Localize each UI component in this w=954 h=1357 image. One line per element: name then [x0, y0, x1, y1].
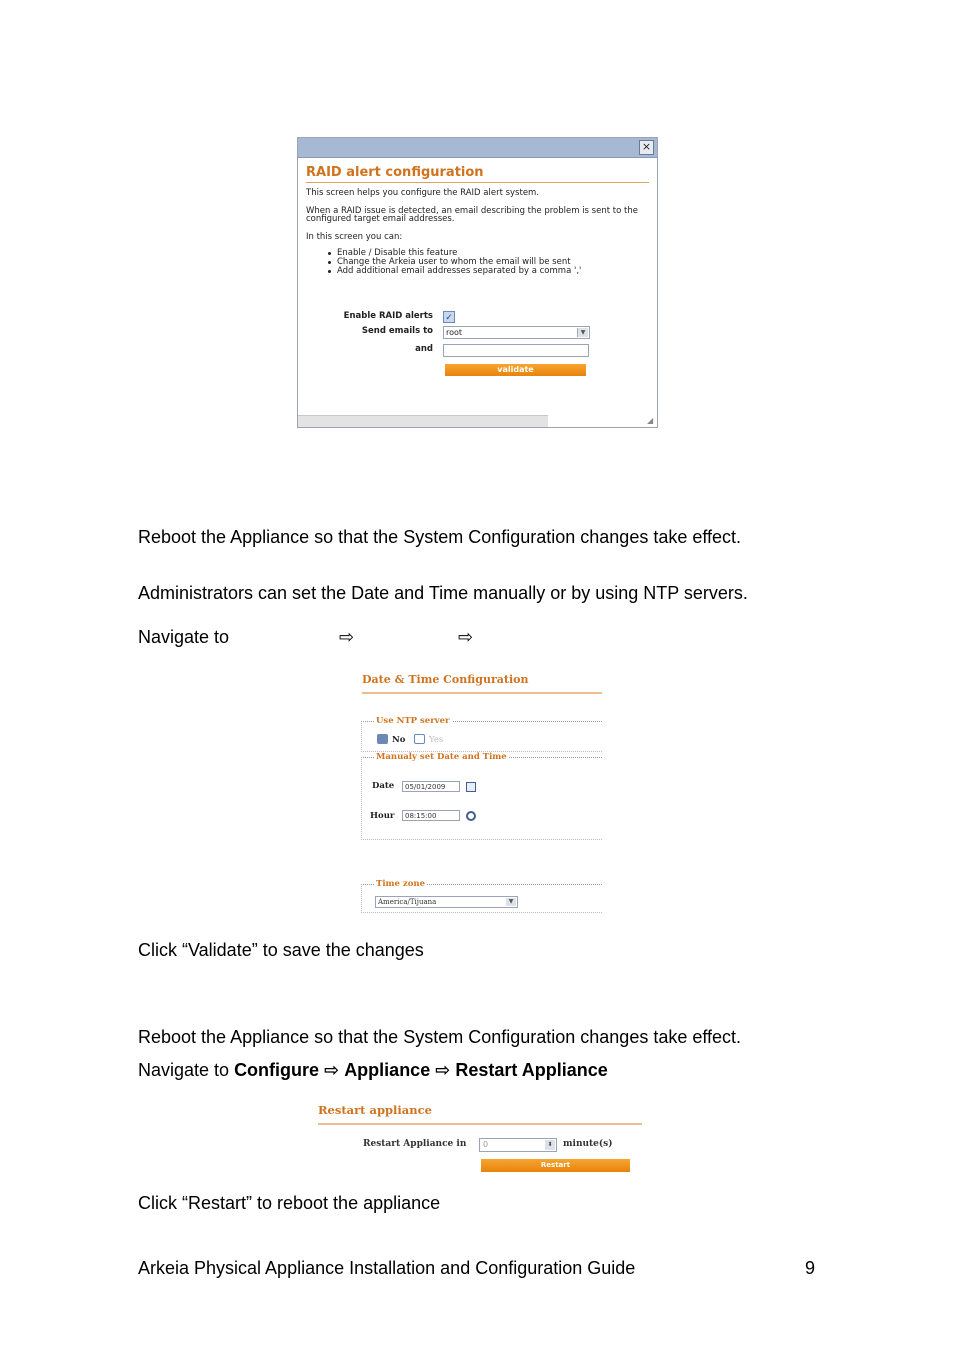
- navigate-paragraph-2: [138, 1059, 608, 1081]
- restart-minutes-stepper[interactable]: [479, 1138, 557, 1152]
- click-restart-paragraph: Click “Restart” to reboot the appliance: [138, 1193, 441, 1213]
- date-label: Date: [372, 781, 395, 791]
- and-label: and: [415, 344, 433, 354]
- checkmark-icon: ✓: [445, 312, 453, 322]
- horizontal-scrollbar[interactable]: [298, 415, 548, 427]
- raid-feature-list: [328, 249, 581, 275]
- ntp-no-label: No: [392, 735, 406, 745]
- enable-raid-alerts-label: Enable RAID alerts: [343, 311, 433, 321]
- send-emails-to-label: Send emails to: [361, 326, 433, 336]
- navigate-paragraph-1: [138, 626, 474, 648]
- click-validate-paragraph: Click “Validate” to save the changes: [138, 940, 424, 960]
- restart-in-label: Restart Appliance in: [363, 1139, 467, 1149]
- page-number: 9: [805, 1258, 816, 1278]
- date-time-title: Date & Time Configuration: [362, 673, 529, 686]
- timezone-legend: Time zone: [376, 879, 425, 889]
- ntp-no-radio[interactable]: [377, 734, 388, 744]
- title-divider: [306, 182, 649, 183]
- nav-configure: Configure: [234, 1060, 320, 1080]
- restart-title: Restart appliance: [318, 1103, 432, 1117]
- restart-button[interactable]: Restart: [481, 1159, 630, 1172]
- raid-dialog-title: RAID alert configuration: [306, 165, 484, 180]
- timezone-select[interactable]: [375, 896, 518, 908]
- date-input[interactable]: 05/01/2009: [402, 781, 460, 792]
- ntp-yes-label: Yes: [429, 735, 444, 745]
- ntp-yes-radio[interactable]: [414, 734, 425, 744]
- arrow-right-icon: ⇨: [324, 1060, 340, 1080]
- manual-legend: Manualy set Date and Time: [376, 752, 507, 762]
- enable-raid-alerts-checkbox[interactable]: [443, 311, 455, 323]
- timezone-value: America/Tijuana: [378, 898, 437, 906]
- send-emails-to-select[interactable]: [443, 326, 590, 339]
- raid-desc-line-1: When a RAID issue is detected, an email describing the problem is sent to the: [306, 206, 638, 216]
- hour-input[interactable]: 08:15:00: [402, 810, 460, 821]
- restart-minutes-value: 0: [483, 1140, 489, 1149]
- chevron-down-icon[interactable]: ▼: [506, 898, 516, 906]
- minutes-unit-label: minute(s): [563, 1139, 613, 1149]
- arrow-right-icon: ⇨: [458, 627, 474, 647]
- admins-paragraph: Administrators can set the Date and Time manually or by using NTP servers.: [138, 583, 748, 603]
- title-divider: [318, 1123, 642, 1125]
- restart-appliance-panel: [313, 1097, 646, 1177]
- list-item: Change the Arkeia user to whom the email will be sent: [328, 258, 581, 267]
- close-icon[interactable]: ×: [639, 140, 654, 155]
- chevron-down-icon[interactable]: ▼: [577, 328, 588, 337]
- nav-appliance: Appliance: [344, 1060, 431, 1080]
- title-divider: [362, 692, 602, 694]
- navigate-prefix: Navigate to: [138, 627, 230, 647]
- resize-grip-icon[interactable]: ◢: [647, 416, 654, 425]
- reboot-paragraph-2: Reboot the Appliance so that the System Configuration changes take effect.: [138, 1027, 742, 1047]
- date-time-config-panel: [358, 668, 604, 914]
- nav-restart-appliance: Restart Appliance: [455, 1060, 608, 1080]
- clock-icon[interactable]: [466, 811, 476, 821]
- navigate-prefix: Navigate to: [138, 1060, 235, 1080]
- additional-emails-input[interactable]: [443, 344, 589, 357]
- send-emails-to-value: root: [446, 328, 463, 337]
- raid-desc-line-2: configured target email addresses.: [306, 214, 455, 224]
- list-item: Add additional email addresses separated by a comma ',': [328, 267, 581, 276]
- arrow-right-icon: ⇨: [435, 1060, 451, 1080]
- raid-intro-text: This screen helps you configure the RAID alert system.: [306, 188, 540, 198]
- reboot-paragraph-1: Reboot the Appliance so that the System Configuration changes take effect.: [138, 527, 742, 547]
- arrow-right-icon: ⇨: [339, 627, 355, 647]
- ntp-legend: Use NTP server: [376, 716, 450, 726]
- list-item: Enable / Disable this feature: [328, 249, 581, 258]
- raid-in-this-screen: In this screen you can:: [306, 232, 403, 242]
- spinner-arrows-icon[interactable]: ⬍: [545, 1140, 555, 1150]
- calendar-icon[interactable]: [466, 782, 476, 792]
- manual-fieldset: [361, 752, 602, 840]
- hour-label: Hour: [370, 811, 395, 821]
- validate-button[interactable]: validate: [445, 364, 586, 376]
- dialog-titlebar[interactable]: [298, 138, 657, 158]
- footer-guide-title: Arkeia Physical Appliance Installation and Configuration Guide: [138, 1258, 636, 1278]
- raid-alert-dialog: [297, 137, 658, 428]
